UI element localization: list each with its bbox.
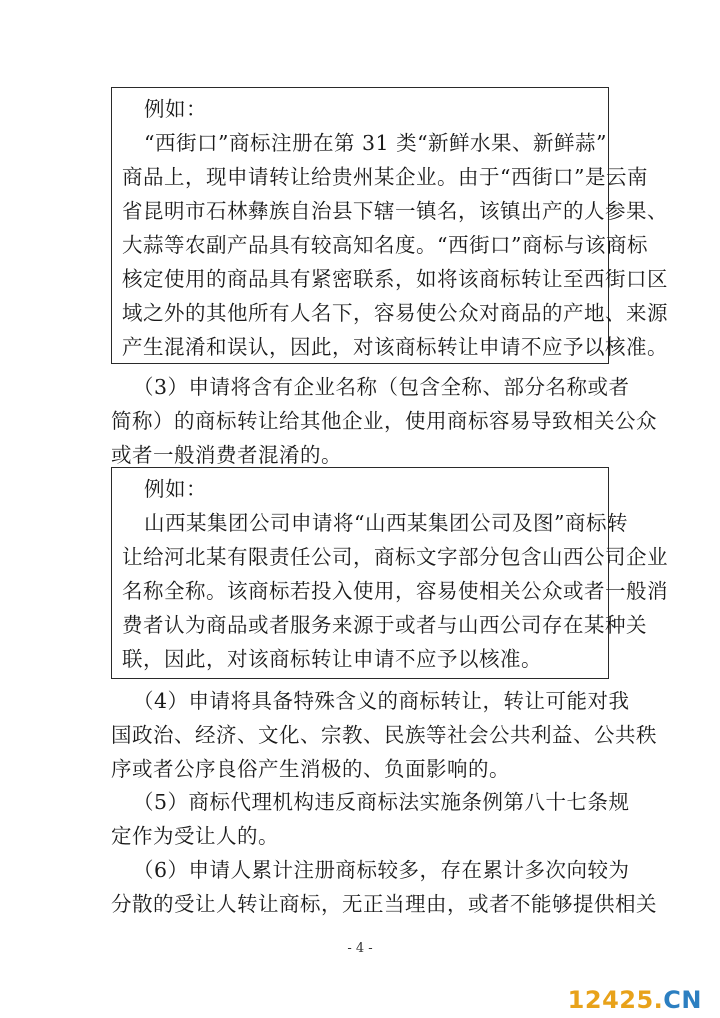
example-line: 让给河北某有限责任公司，商标文字部分包含山西公司企业: [122, 545, 668, 569]
example-line: 域之外的其他所有人名下，容易使公众对商品的产地、来源: [122, 301, 668, 325]
paragraph-line: 分散的受让人转让商标，无正当理由，或者不能够提供相关: [111, 892, 657, 916]
example-line: 商品上，现申请转让给贵州某企业。由于“西街口”是云南: [122, 165, 648, 189]
watermark-suffix: CN: [663, 986, 702, 1014]
paragraph-line: 简称）的商标转让给其他企业，使用商标容易导致相关公众: [111, 409, 657, 433]
watermark-dot: .: [653, 986, 664, 1014]
example-line: 名称全称。该商标若投入使用，容易使相关公众或者一般消: [122, 579, 668, 603]
paragraph-line: 序或者公序良俗产生消极的、负面影响的。: [111, 757, 510, 781]
example-line: 山西某集团公司申请将“山西某集团公司及图”商标转: [144, 511, 628, 535]
example-line: 核定使用的商品具有紧密联系，如将该商标转让至西街口区: [122, 267, 668, 291]
item-4-paragraph: [111, 684, 657, 786]
paragraph-line: 国政治、经济、文化、宗教、民族等社会公共利益、公共秩: [111, 723, 657, 747]
example-label: 例如：: [144, 477, 207, 501]
example-label: 例如：: [144, 97, 207, 121]
site-watermark-logo: [568, 986, 702, 1014]
example-box-2: [111, 467, 668, 679]
paragraph-line: 或者一般消费者混淆的。: [111, 443, 342, 467]
item-5-paragraph: [111, 785, 630, 853]
watermark-number: 12425: [567, 986, 654, 1014]
example-line: 大蒜等农副产品具有较高知名度。“西街口”商标与该商标: [122, 233, 648, 257]
example-box-1: [111, 87, 668, 364]
example-line: “西街口”商标注册在第 31 类“新鲜水果、新鲜蒜”: [144, 131, 608, 155]
example-line: 费者认为商品或者服务来源于或者与山西公司存在某种关: [122, 613, 647, 637]
paragraph-line: （3）申请将含有企业名称（包含全称、部分名称或者: [133, 375, 630, 399]
example-line: 联，因此，对该商标转让申请不应予以核准。: [122, 647, 542, 671]
paragraph-line: （6）申请人累计注册商标较多，存在累计多次向较为: [133, 858, 630, 882]
example-line: 产生混淆和误认，因此，对该商标转让申请不应予以核准。: [122, 335, 668, 359]
item-3-paragraph: [111, 370, 657, 472]
paragraph-line: （5）商标代理机构违反商标法实施条例第八十七条规: [133, 790, 630, 814]
example-line: 省昆明市石林彝族自治县下辖一镇名，该镇出产的人参果、: [122, 199, 668, 223]
page-number: - 4 -: [347, 941, 373, 956]
item-6-paragraph: [111, 853, 657, 921]
paragraph-line: 定作为受让人的。: [111, 824, 279, 848]
paragraph-line: （4）申请将具备特殊含义的商标转让，转让可能对我: [133, 689, 630, 713]
